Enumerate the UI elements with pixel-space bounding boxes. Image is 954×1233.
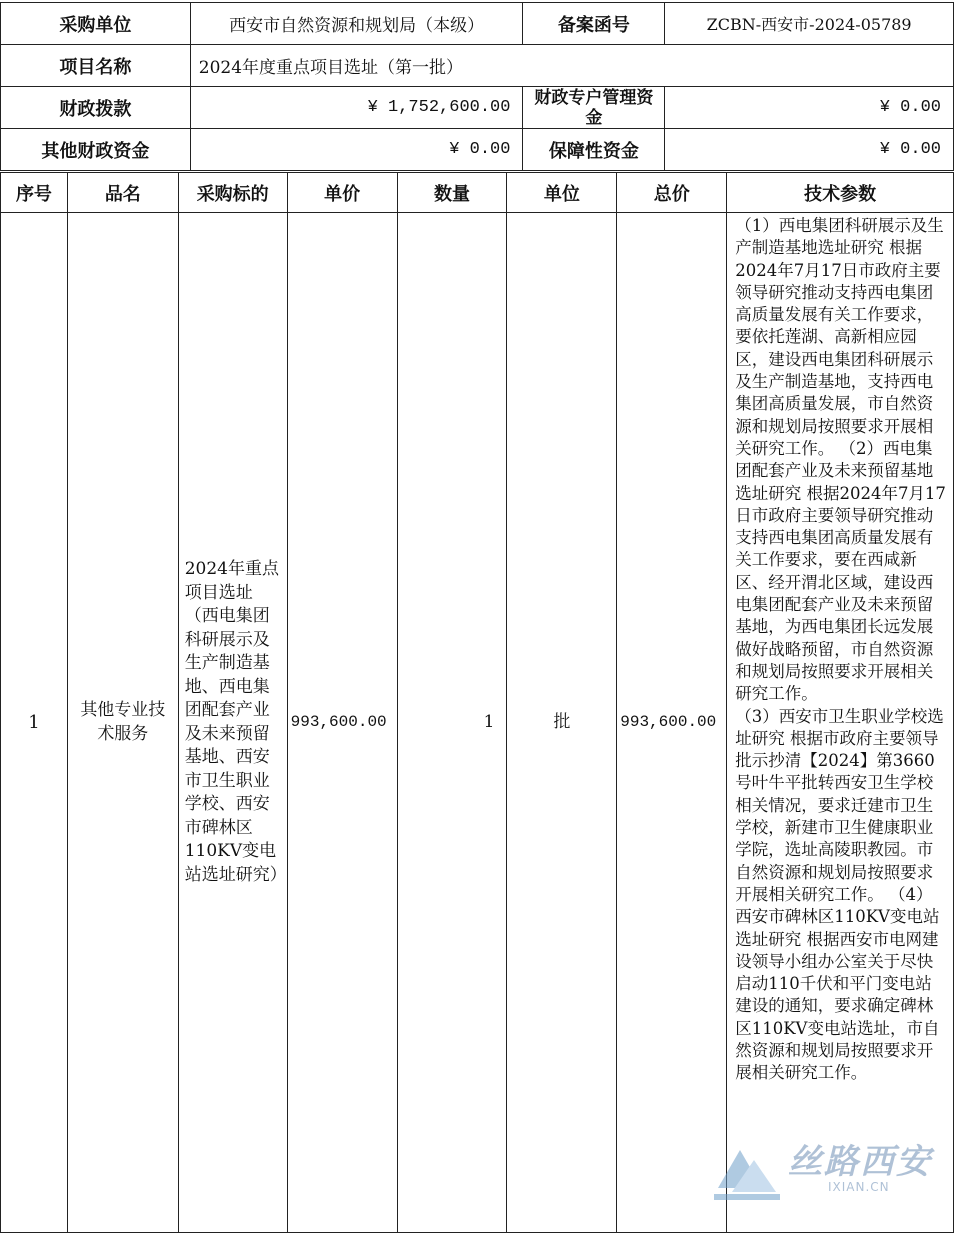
row-target: 2024年重点项目选址（西电集团科研展示及生产制造基地、西电集团配套产业及未来预留基地、西安市卫生职业学校、西安市碑林区110KV变电站选址研究） xyxy=(178,213,287,1233)
watermark-brand: 丝路西安 xyxy=(788,1142,932,1182)
guarantee-value: ¥ 0.00 xyxy=(665,129,954,171)
items-table xyxy=(0,172,954,1233)
header-total: 总价 xyxy=(617,173,727,213)
project-value: 2024年度重点项目选址（第一批） xyxy=(190,45,953,87)
project-info-table xyxy=(0,2,954,171)
header-quantity: 数量 xyxy=(397,173,507,213)
other-value: ¥ 0.00 xyxy=(190,129,523,171)
header-unit: 单位 xyxy=(507,173,617,213)
project-label: 项目名称 xyxy=(1,45,191,87)
row-unit-price: 993,600.00 xyxy=(287,213,397,1233)
table-row xyxy=(1,213,954,1233)
header-name: 品名 xyxy=(67,173,178,213)
header-tech: 技术参数 xyxy=(727,173,954,213)
header-index: 序号 xyxy=(1,173,68,213)
row-total: 993,600.00 xyxy=(617,213,727,1233)
special-label: 财政专户管理资金 xyxy=(523,87,665,129)
filing-label: 备案函号 xyxy=(523,3,665,45)
other-label: 其他财政资金 xyxy=(1,129,191,171)
row-unit: 批 xyxy=(507,213,617,1233)
watermark-domain: IXIAN.CN xyxy=(828,1180,890,1194)
filing-value: ZCBN-西安市-2024-05789 xyxy=(665,3,954,45)
table-header-row xyxy=(1,173,954,213)
header-target: 采购标的 xyxy=(178,173,287,213)
row-name: 其他专业技术服务 xyxy=(67,213,178,1233)
row-quantity: 1 xyxy=(397,213,507,1233)
watermark-logo xyxy=(710,1130,940,1210)
tech-para-2: （3）西安市卫生职业学校选址研究 根据市政府主要领导批示抄清【2024】第3660号叶牛平批转西安卫生学校相关情况，要求迁建市卫生学校，新建市卫生健康职业学院，选址高陵职教园。市自然资源和规划局按照要求开展相关研究工作。 （4）西安市碑林区110KV变电站选址研究 根据西安市电网建设领导小组办公室关于尽快启动110千伏和平门变电站建设的通知，要求确定碑林区110KV变电站选址，市自然资源和规划局按照要求开展相关研究工作。 xyxy=(735,706,944,1083)
appropriation-label: 财政拨款 xyxy=(1,87,191,129)
header-unit-price: 单价 xyxy=(287,173,397,213)
tech-para-1: （1）西电集团科研展示及生产制造基地选址研究 根据2024年7月17日市政府主要领导研究推动支持西电集团高质量发展有关工作要求，要依托莲湖、高新相应园区，建设西电集团科研展示及生产制造基地，支持西电集团高质量发展，市自然资源和规划局按照要求开展相关研究工作。 （2）西电集团配套产业及未来预留基地选址研究 根据2024年7月17日市政府主要领导研究推动支持西电集团高质量发展有关工作要求，要在西咸新区、经开渭北区域，建设西电集团配套产业及未来预留基地，为西电集团长远发展做好战略预留，市自然资源和规划局按照要求开展相关研究工作。 xyxy=(735,216,946,704)
purchaser-label: 采购单位 xyxy=(1,3,191,45)
appropriation-value: ¥ 1,752,600.00 xyxy=(190,87,523,129)
row-index: 1 xyxy=(1,213,68,1233)
row-tech-params xyxy=(727,213,954,1233)
special-value: ¥ 0.00 xyxy=(665,87,954,129)
purchaser-value: 西安市自然资源和规划局（本级） xyxy=(190,3,523,45)
guarantee-label: 保障性资金 xyxy=(523,129,665,171)
